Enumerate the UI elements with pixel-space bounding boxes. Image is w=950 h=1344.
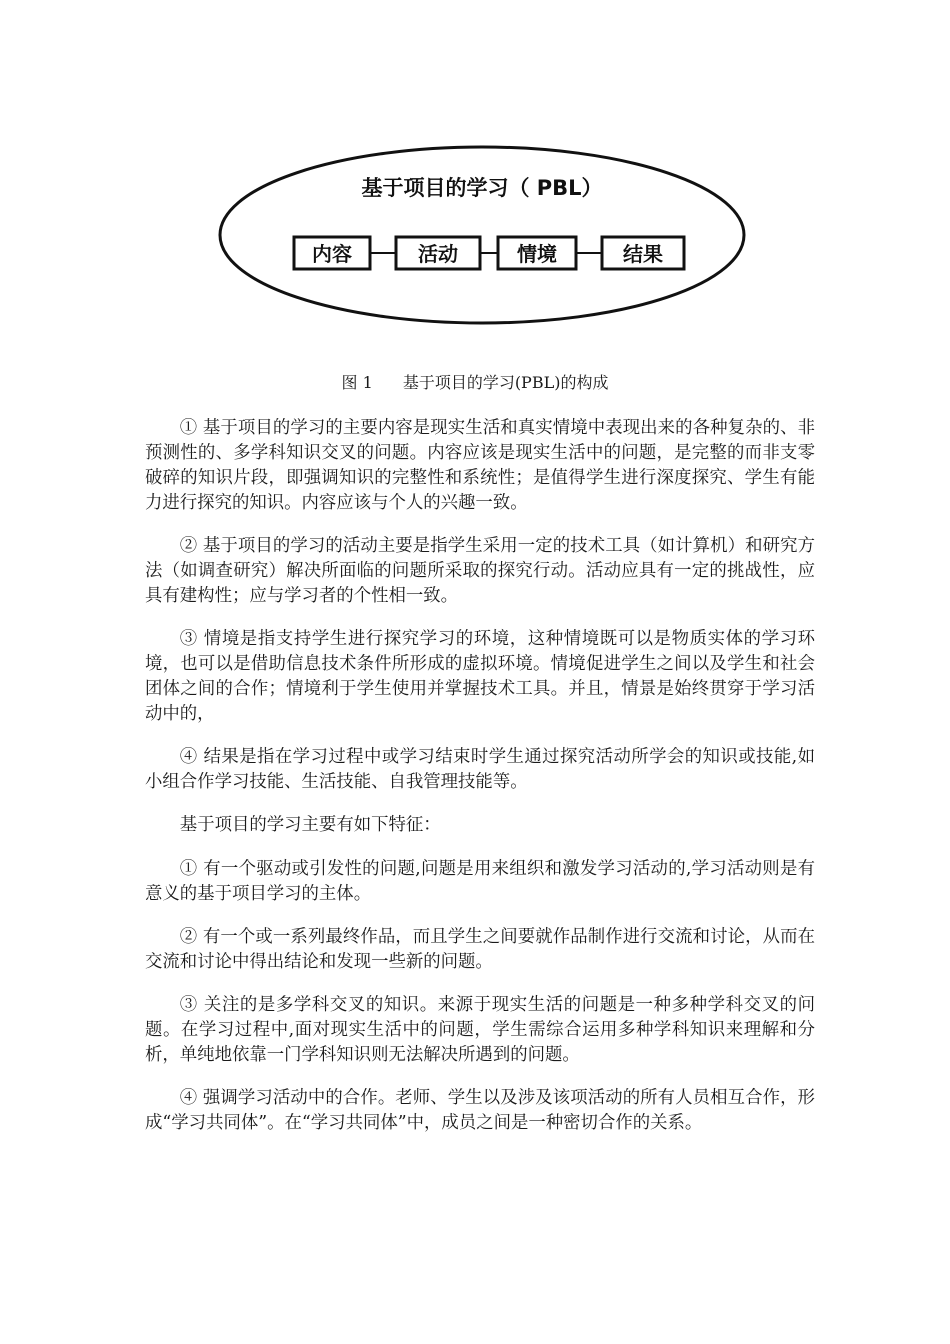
box-content-label: 内容 — [312, 242, 352, 266]
figure-caption-text: 基于项目的学习(PBL)的构成 — [402, 373, 609, 392]
features-intro: 基于项目的学习主要有如下特征： — [179, 815, 441, 835]
paragraph-result: ④ 结果是指在学习过程中或学习结束时学生通过探究活动所学会的知识或技能,如小组合作学习技能、生活技能、自我管理技能等。 — [145, 747, 815, 792]
pbl-diagram-svg — [215, 140, 750, 335]
figure-caption — [0, 372, 950, 394]
figure-number: 图 1 — [341, 373, 373, 392]
feature-item-4: ④ 强调学习活动中的合作。老师、学生以及涉及该项活动的所有人员相互合作，形成“学习共同体”。在“学习共同体”中，成员之间是一种密切合作的关系。 — [145, 1088, 815, 1133]
box-activity-label: 活动 — [418, 242, 458, 266]
paragraph-content: ① 基于项目的学习的主要内容是现实生活和真实情境中表现出来的各种复杂的、非预测性的、多学科知识交叉的问题。内容应该是现实生活中的问题，是完整的而非支零破碎的知识片段，即强调知识的完整性和系统性；是值得学生进行深度探究、学生有能力进行探究的知识。内容应该与个人的兴趣一致。 — [145, 418, 815, 513]
box-result-label: 结果 — [623, 242, 663, 266]
feature-item-3: ③ 关注的是多学科交叉的知识。来源于现实生活的问题是一种多种学科交叉的问题。在学习过程中,面对现实生活中的问题，学生需综合运用多种学科知识来理解和分析，单纯地依靠一门学科知识则无法解决所遇到的问题。 — [145, 995, 815, 1065]
feature-item-2: ② 有一个或一系列最终作品，而且学生之间要就作品制作进行交流和讨论，从而在交流和讨论中得出结论和发现一些新的问题。 — [145, 927, 815, 972]
feature-item-1: ① 有一个驱动或引发性的问题,问题是用来组织和激发学习活动的,学习活动则是有意义的基于项目学习的主体。 — [145, 859, 815, 904]
outer-ellipse — [220, 147, 744, 323]
box-context-label: 情境 — [517, 242, 557, 266]
document-body — [145, 416, 815, 1154]
paragraph-context: ③ 情境是指支持学生进行探究学习的环境，这种情境既可以是物质实体的学习环境，也可以是借助信息技术条件所形成的虚拟环境。情境促进学生之间以及学生和社会团体之间的合作；情境利于学生使用并掌握技术工具。并且，情景是始终贯穿于学习活动中的， — [145, 629, 815, 724]
paragraph-activity: ② 基于项目的学习的活动主要是指学生采用一定的技术工具（如计算机）和研究方法（如调查研究）解决所面临的问题所采取的探究行动。活动应具有一定的挑战性，应具有建构性；应与学习者的个性相一致。 — [145, 536, 815, 606]
pbl-diagram — [215, 140, 750, 335]
diagram-title: 基于项目的学习（ PBL） — [361, 176, 603, 200]
